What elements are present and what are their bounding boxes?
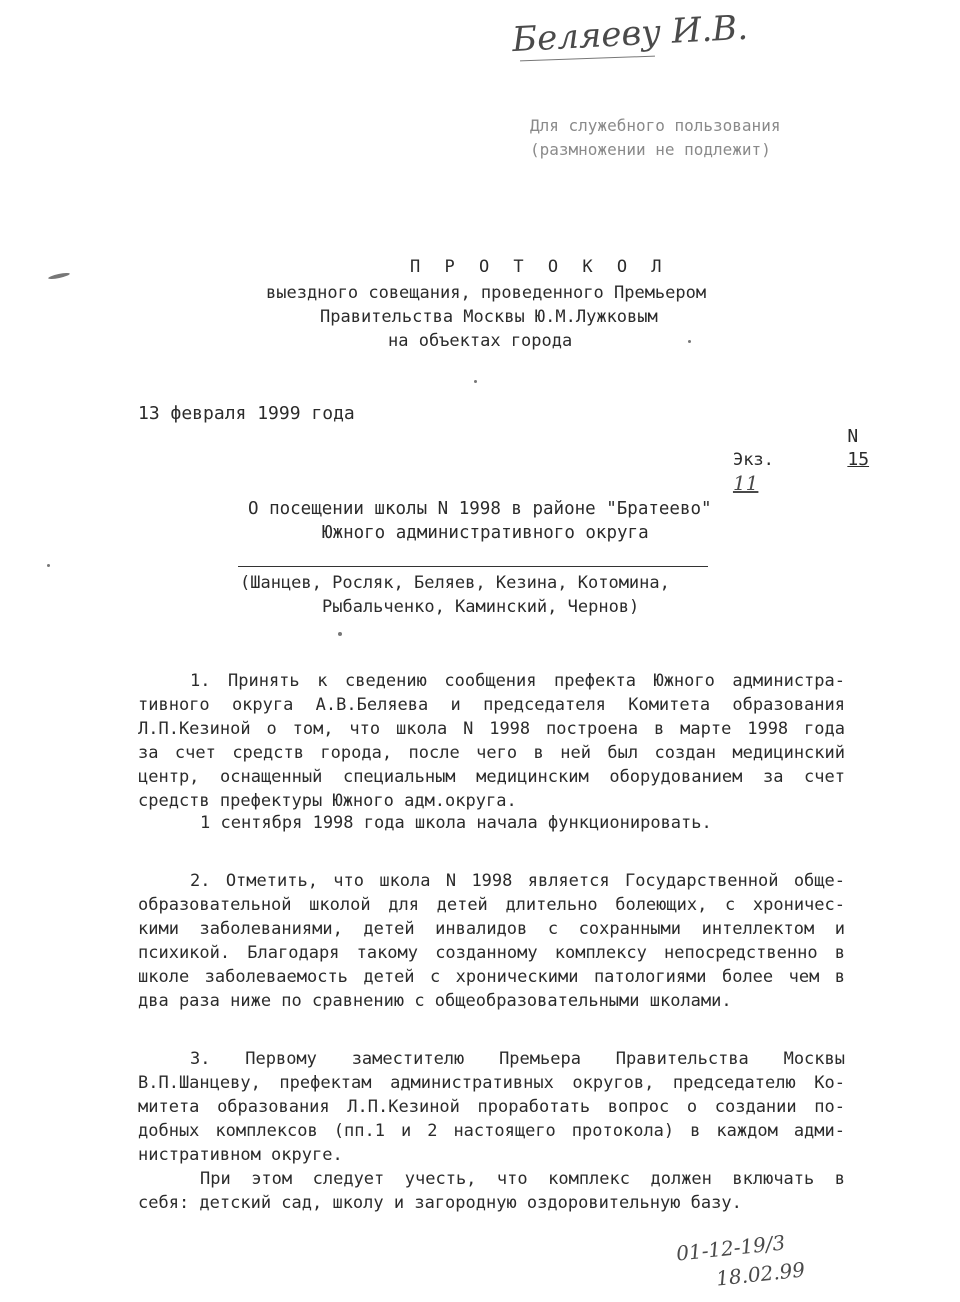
p1-line: средств префектуры Южного адм.округа. xyxy=(138,791,517,811)
speck xyxy=(338,632,342,636)
p1-line: 1 сентября 1998 года школа начала функционировать. xyxy=(200,813,712,833)
p2-line: психикой. Благодаря такому созданному комплексу непосредственно в xyxy=(138,943,845,963)
speck xyxy=(688,340,691,343)
p2-line: два раза ниже по сравнению с общеобразовательными школами. xyxy=(138,991,732,1011)
title-line-2: Правительства Москвы Ю.М.Лужковым xyxy=(320,307,658,327)
handwritten-registration-1: 01-12-19/3 xyxy=(675,1230,787,1266)
handwritten-registration-2: 18.02.99 xyxy=(714,1257,807,1291)
participants-line-2: Рыбальченко, Каминский, Чернов) xyxy=(322,597,640,617)
p3-line: В.П.Шанцеву, префектам административных округов, председателю Ко- xyxy=(138,1073,845,1093)
p2-line: 2. Отметить, что школа N 1998 является Государственной обще- xyxy=(190,871,845,891)
p3-line: нистративном округе. xyxy=(138,1145,343,1165)
number-label: N xyxy=(847,426,859,447)
p3-line: митета образования Л.П.Кезиной проработать вопрос о создании по- xyxy=(138,1097,845,1117)
p1-line: центр, оснащенный специальным медицинским оборудованием за счет xyxy=(138,767,845,787)
title-line-1: выездного совещания, проведенного Премьером xyxy=(266,283,707,303)
protocol-date: 13 февраля 1999 года xyxy=(138,403,355,424)
p2-line: кими заболеваниями, детей инвалидов с сохранными интеллектом и xyxy=(138,919,845,939)
copy-number-value: 11 xyxy=(732,471,759,495)
protocol-heading: П Р О Т О К О Л xyxy=(410,257,669,277)
subject-line-2: Южного административного округа xyxy=(322,523,649,543)
p3-line: При этом следует учесть, что комплекс должен включать в xyxy=(200,1169,845,1189)
margin-mark xyxy=(48,272,70,280)
restriction-line-2: (размножении не подлежит) xyxy=(530,140,771,159)
subject-underline xyxy=(238,566,708,567)
speck xyxy=(47,564,50,567)
p3-line: 3. Первому заместителю Премьера Правительства Москвы xyxy=(190,1049,845,1069)
number-value: 15 xyxy=(847,449,870,470)
p1-line: тивного округа А.В.Беляева и председателя Комитета образования xyxy=(138,695,845,715)
participants-line-1: (Шанцев, Росляк, Беляев, Кезина, Котомина, xyxy=(240,573,670,593)
speck xyxy=(474,380,477,383)
title-line-3: на объектах города xyxy=(388,331,573,351)
copy-label: Экз. xyxy=(732,450,774,470)
p3-line: себя: детский сад, школу и загородную оздоровительную базу. xyxy=(138,1193,742,1213)
p1-line: за счет средств города, после чего в ней был создан медицинский xyxy=(138,743,845,763)
restriction-line-1: Для служебного пользования xyxy=(530,116,781,135)
p1-line: 1. Принять к сведению сообщения префекта Южного администра- xyxy=(190,671,845,691)
p2-line: школе заболеваемость детей с хроническими патологиями более чем в xyxy=(138,967,845,987)
handwritten-addressee: Беляеву И.В. xyxy=(511,7,749,61)
protocol-number xyxy=(804,402,869,494)
p3-line: добных комплексов (пп.1 и 2 настоящего протокола) в каждом адми- xyxy=(138,1121,845,1141)
p2-line: образовательной школой для детей длительно болеющих, с хроничес- xyxy=(138,895,845,915)
p1-line: Л.П.Кезиной о том, что школа N 1998 построена в марте 1998 года xyxy=(138,719,845,739)
subject-line-1: О посещении школы N 1998 в районе "Братеево" xyxy=(248,499,712,519)
